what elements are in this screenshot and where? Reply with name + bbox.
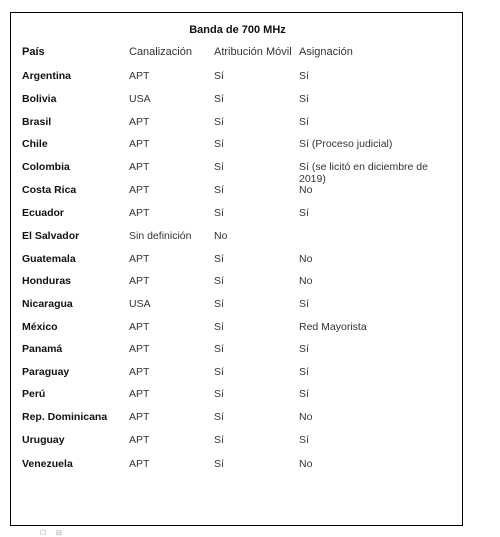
asignacion-cell: Sí [299, 116, 309, 128]
table-row [11, 388, 464, 410]
country-cell: Venezuela [22, 458, 73, 470]
country-cell: Ecuador [22, 207, 65, 219]
header-canalizacion: Canalización [129, 46, 192, 58]
table-row [11, 161, 464, 183]
canalizacion-cell: APT [129, 275, 150, 287]
asignacion-cell: No [299, 184, 313, 196]
canalizacion-cell: USA [129, 93, 151, 105]
canalizacion-cell: USA [129, 298, 151, 310]
canalizacion-cell: APT [129, 116, 150, 128]
asignacion-cell: Sí [299, 298, 309, 310]
canalizacion-cell: APT [129, 434, 150, 446]
table-row [11, 458, 464, 480]
asignacion-cell: No [299, 275, 313, 287]
canalizacion-cell: APT [129, 184, 150, 196]
atribucion-cell: Sí [214, 411, 224, 423]
table-row [11, 321, 464, 343]
canalizacion-cell: APT [129, 70, 150, 82]
country-cell: Chile [22, 138, 48, 150]
country-cell: México [22, 321, 58, 333]
canalizacion-cell: Sin definición [129, 230, 192, 242]
atribucion-cell: Sí [214, 298, 224, 310]
asignacion-cell: Sí [299, 434, 309, 446]
canalizacion-cell: APT [129, 458, 150, 470]
canalizacion-cell: APT [129, 138, 150, 150]
header-atribucion: Atribución Móvil [214, 46, 292, 58]
table-row [11, 230, 464, 252]
table-row [11, 366, 464, 388]
table-row [11, 184, 464, 206]
table-frame [10, 12, 463, 526]
country-cell: Costa Rica [22, 184, 77, 196]
asignacion-cell: No [299, 411, 313, 423]
table-row [11, 275, 464, 297]
canalizacion-cell: APT [129, 388, 150, 400]
atribucion-cell: Sí [214, 116, 224, 128]
table-row [11, 93, 464, 115]
country-cell: Nicaragua [22, 298, 73, 310]
canalizacion-cell: APT [129, 366, 150, 378]
asignacion-cell: No [299, 253, 313, 265]
canalizacion-cell: APT [129, 161, 150, 173]
asignacion-cell: Red Mayorista [299, 321, 367, 333]
atribucion-cell: No [214, 230, 228, 242]
country-cell: Bolivia [22, 93, 57, 105]
atribucion-cell: Sí [214, 321, 224, 333]
asignacion-cell: Sí [299, 70, 309, 82]
atribucion-cell: Sí [214, 275, 224, 287]
atribucion-cell: Sí [214, 207, 224, 219]
atribucion-cell: Sí [214, 161, 224, 173]
country-cell: Brasil [22, 116, 52, 128]
atribucion-cell: Sí [214, 184, 224, 196]
country-cell: Paraguay [22, 366, 70, 378]
table-row [11, 411, 464, 433]
asignacion-cell: No [299, 458, 313, 470]
table-row [11, 343, 464, 365]
country-cell: El Salvador [22, 230, 80, 242]
table-row [11, 298, 464, 320]
atribucion-cell: Sí [214, 434, 224, 446]
asignacion-cell: Sí [299, 93, 309, 105]
atribucion-cell: Sí [214, 343, 224, 355]
atribucion-cell: Sí [214, 93, 224, 105]
header-asignacion: Asignación [299, 46, 353, 58]
asignacion-cell: Sí (se licitó en diciembre de 2019) [299, 161, 428, 185]
country-cell: Uruguay [22, 434, 65, 446]
atribucion-cell: Sí [214, 138, 224, 150]
canalizacion-cell: APT [129, 207, 150, 219]
country-cell: Guatemala [22, 253, 76, 265]
asignacion-cell: Sí [299, 388, 309, 400]
country-cell: Panamá [22, 343, 63, 355]
canalizacion-cell: APT [129, 321, 150, 333]
table-row [11, 138, 464, 160]
table-row [11, 434, 464, 456]
table-title: Banda de 700 MHz [189, 24, 286, 36]
country-cell: Honduras [22, 275, 72, 287]
canalizacion-cell: APT [129, 343, 150, 355]
atribucion-cell: Sí [214, 388, 224, 400]
atribucion-cell: Sí [214, 70, 224, 82]
header-country: País [22, 46, 45, 58]
atribucion-cell: Sí [214, 458, 224, 470]
table-row [11, 207, 464, 229]
asignacion-cell: Sí [299, 343, 309, 355]
country-cell: Colombia [22, 161, 70, 173]
table-row [11, 70, 464, 92]
asignacion-cell: Sí [299, 366, 309, 378]
table-row [11, 116, 464, 138]
country-cell: Perú [22, 388, 46, 400]
footer-marks: ☐ ⊟ [40, 530, 62, 537]
atribucion-cell: Sí [214, 366, 224, 378]
canalizacion-cell: APT [129, 253, 150, 265]
asignacion-cell: Sí (Proceso judicial) [299, 138, 393, 150]
atribucion-cell: Sí [214, 253, 224, 265]
country-cell: Rep. Dominicana [22, 411, 108, 423]
asignacion-cell: Sí [299, 207, 309, 219]
canalizacion-cell: APT [129, 411, 150, 423]
table-row [11, 253, 464, 275]
country-cell: Argentina [22, 70, 72, 82]
